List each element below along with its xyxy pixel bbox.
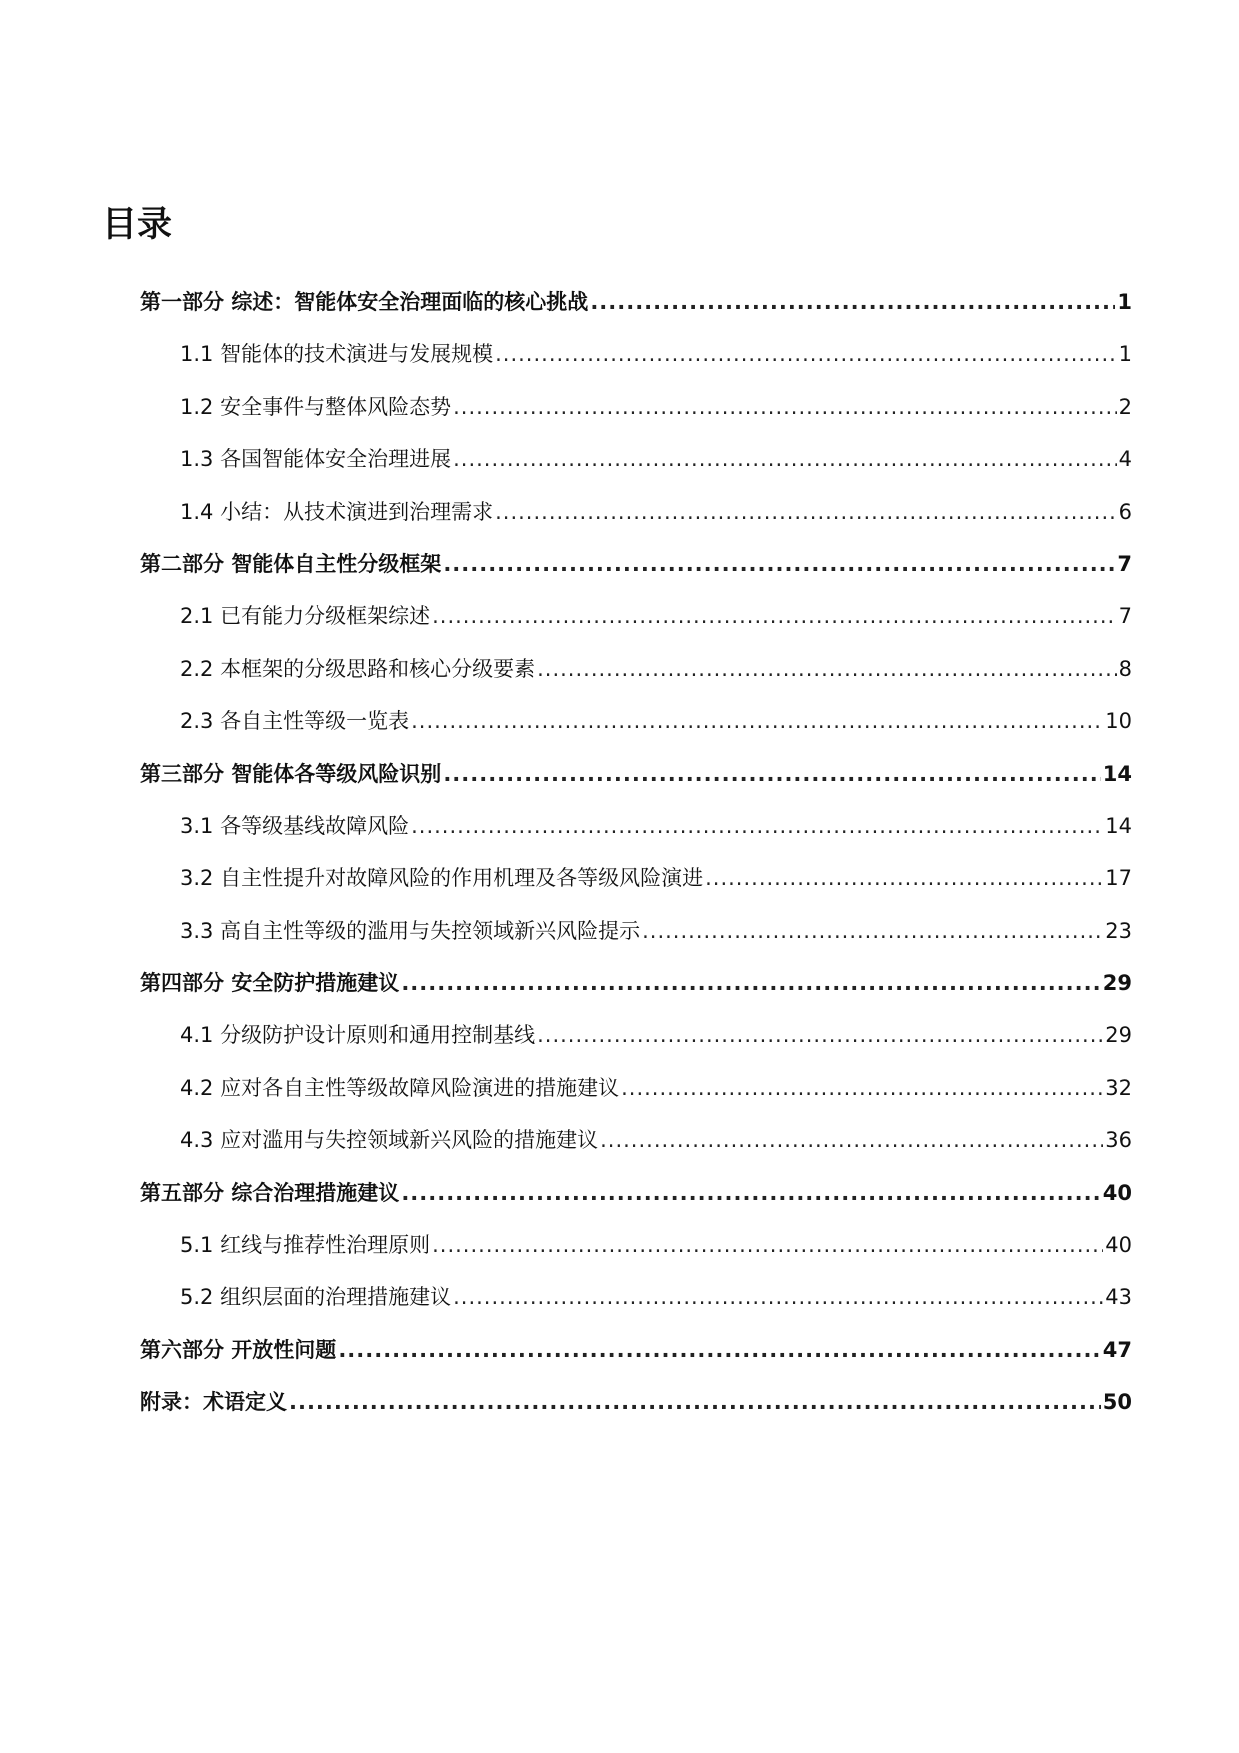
toc-leader [705,852,1103,904]
toc-page-number: 29 [1105,1023,1132,1048]
toc-entry-text: 已有能力分级框架综述 [220,604,431,629]
toc-entry[interactable] [140,1062,1132,1114]
toc-leader [537,1009,1103,1061]
toc-entry[interactable] [140,748,1132,800]
toc-page-number: 47 [1102,1337,1132,1362]
toc-entry[interactable] [140,1324,1132,1376]
toc-page-number: 1 [1118,342,1132,367]
toc-entry[interactable] [140,800,1132,852]
toc-leader [401,957,1100,1009]
toc-entry-text: 附录：术语定义 [140,1390,287,1415]
toc-entry-text: 智能体的技术演进与发展规模 [220,342,494,367]
toc-page-number: 50 [1102,1390,1132,1415]
toc-entry-number: 第六部分 [140,1337,224,1362]
toc-entry-number: 第五部分 [140,1180,224,1205]
toc-page-number: 40 [1105,1233,1132,1258]
toc-entry-number: 3.2 [180,866,214,891]
toc-entry[interactable] [140,276,1132,328]
toc-entry-number: 5.1 [180,1233,214,1258]
toc-entry[interactable] [140,1167,1132,1219]
toc-entry-text: 开放性问题 [231,1337,337,1362]
toc-entry-text: 分级防护设计原则和通用控制基线 [220,1023,536,1048]
toc-entry-number: 2.2 [180,656,214,681]
toc-entry-text: 组织层面的治理措施建议 [220,1285,452,1310]
toc-entry-text: 小结：从技术演进到治理需求 [220,499,494,524]
toc-leader [401,1167,1100,1219]
toc-entry[interactable] [140,957,1132,1009]
toc-page-number: 1 [1117,290,1132,314]
toc-entry-text: 智能体各等级风险识别 [231,761,442,786]
toc-leader [621,1062,1103,1114]
toc-leader [453,433,1117,485]
toc-entry[interactable] [140,590,1132,642]
toc-leader [432,590,1117,642]
table-of-contents [140,276,1132,1429]
toc-entry-text: 综述：智能体安全治理面临的核心挑战 [231,290,589,314]
toc-page-number: 23 [1105,918,1132,943]
toc-leader [600,1114,1103,1166]
toc-entry[interactable] [140,852,1132,904]
toc-leader [453,1271,1103,1323]
toc-entry[interactable] [140,905,1132,957]
toc-leader [411,800,1103,852]
toc-page-number: 10 [1105,709,1132,734]
toc-page-number: 14 [1105,813,1132,838]
toc-entry-number: 1.3 [180,447,214,472]
toc-leader [642,905,1103,957]
toc-entry-text: 各等级基线故障风险 [220,813,410,838]
toc-entry-text: 各国智能体安全治理进展 [220,447,452,472]
toc-entry[interactable] [140,433,1132,485]
toc-entry-number: 2.1 [180,604,214,629]
toc-entry-number: 1.1 [180,342,214,367]
toc-entry[interactable] [140,643,1132,695]
toc-leader [495,328,1117,380]
toc-entry[interactable] [140,1009,1132,1061]
toc-page-number: 7 [1118,604,1132,629]
toc-entry-number: 1.4 [180,499,214,524]
toc-entry-text: 安全防护措施建议 [231,971,400,996]
toc-entry-text: 自主性提升对故障风险的作用机理及各等级风险演进 [220,866,704,891]
toc-entry-text: 应对滥用与失控领域新兴风险的措施建议 [220,1128,599,1153]
toc-leader [537,643,1117,695]
toc-page-number: 8 [1118,656,1132,681]
toc-entry-text: 综合治理措施建议 [231,1180,400,1205]
toc-leader [432,1219,1103,1271]
toc-leader [495,486,1117,538]
toc-page-number: 40 [1102,1180,1132,1205]
toc-entry-text: 应对各自主性等级故障风险演进的措施建议 [220,1075,620,1100]
toc-entry-number: 5.2 [180,1285,214,1310]
toc-page-number: 6 [1118,499,1132,524]
toc-entry[interactable] [140,381,1132,433]
toc-page-number: 36 [1105,1128,1132,1153]
toc-entry[interactable] [140,328,1132,380]
toc-entry-number: 第四部分 [140,971,224,996]
toc-entry-number: 4.2 [180,1075,214,1100]
toc-entry-text: 安全事件与整体风险态势 [220,394,452,419]
page-title: 目录 [102,205,173,245]
toc-page-number: 4 [1118,447,1132,472]
toc-page-number: 17 [1105,866,1132,891]
toc-entry-number: 3.1 [180,813,214,838]
toc-entry[interactable] [140,695,1132,747]
toc-entry-text: 本框架的分级思路和核心分级要素 [220,656,536,681]
toc-leader [453,381,1117,433]
toc-entry[interactable] [140,1376,1132,1428]
toc-page-number: 7 [1117,551,1132,576]
toc-entry[interactable] [140,486,1132,538]
toc-entry-number: 2.3 [180,709,214,734]
toc-page-number: 29 [1102,971,1132,996]
toc-leader [289,1376,1101,1428]
toc-entry-number: 4.1 [180,1023,214,1048]
toc-leader [443,748,1100,800]
toc-page-number: 43 [1105,1285,1132,1310]
toc-entry-number: 第三部分 [140,761,224,786]
toc-entry-text: 智能体自主性分级框架 [231,551,442,576]
toc-entry-number: 1.2 [180,394,214,419]
toc-entry-number: 3.3 [180,918,214,943]
toc-entry-number: 4.3 [180,1128,214,1153]
toc-leader [411,695,1103,747]
toc-page-number: 14 [1102,761,1132,786]
toc-leader [338,1324,1100,1376]
toc-entry-text: 红线与推荐性治理原则 [220,1233,431,1258]
toc-entry-number: 第二部分 [140,551,224,576]
toc-entry[interactable] [140,1219,1132,1271]
toc-entry[interactable] [140,1114,1132,1166]
toc-leader [590,276,1115,328]
toc-page-number: 32 [1105,1075,1132,1100]
toc-page-number: 2 [1118,394,1132,419]
toc-leader [443,538,1115,590]
toc-entry-text: 各自主性等级一览表 [220,709,410,734]
toc-entry[interactable] [140,1271,1132,1323]
toc-entry[interactable] [140,538,1132,590]
toc-entry-text: 高自主性等级的滥用与失控领域新兴风险提示 [220,918,641,943]
toc-entry-number: 第一部分 [140,290,224,314]
